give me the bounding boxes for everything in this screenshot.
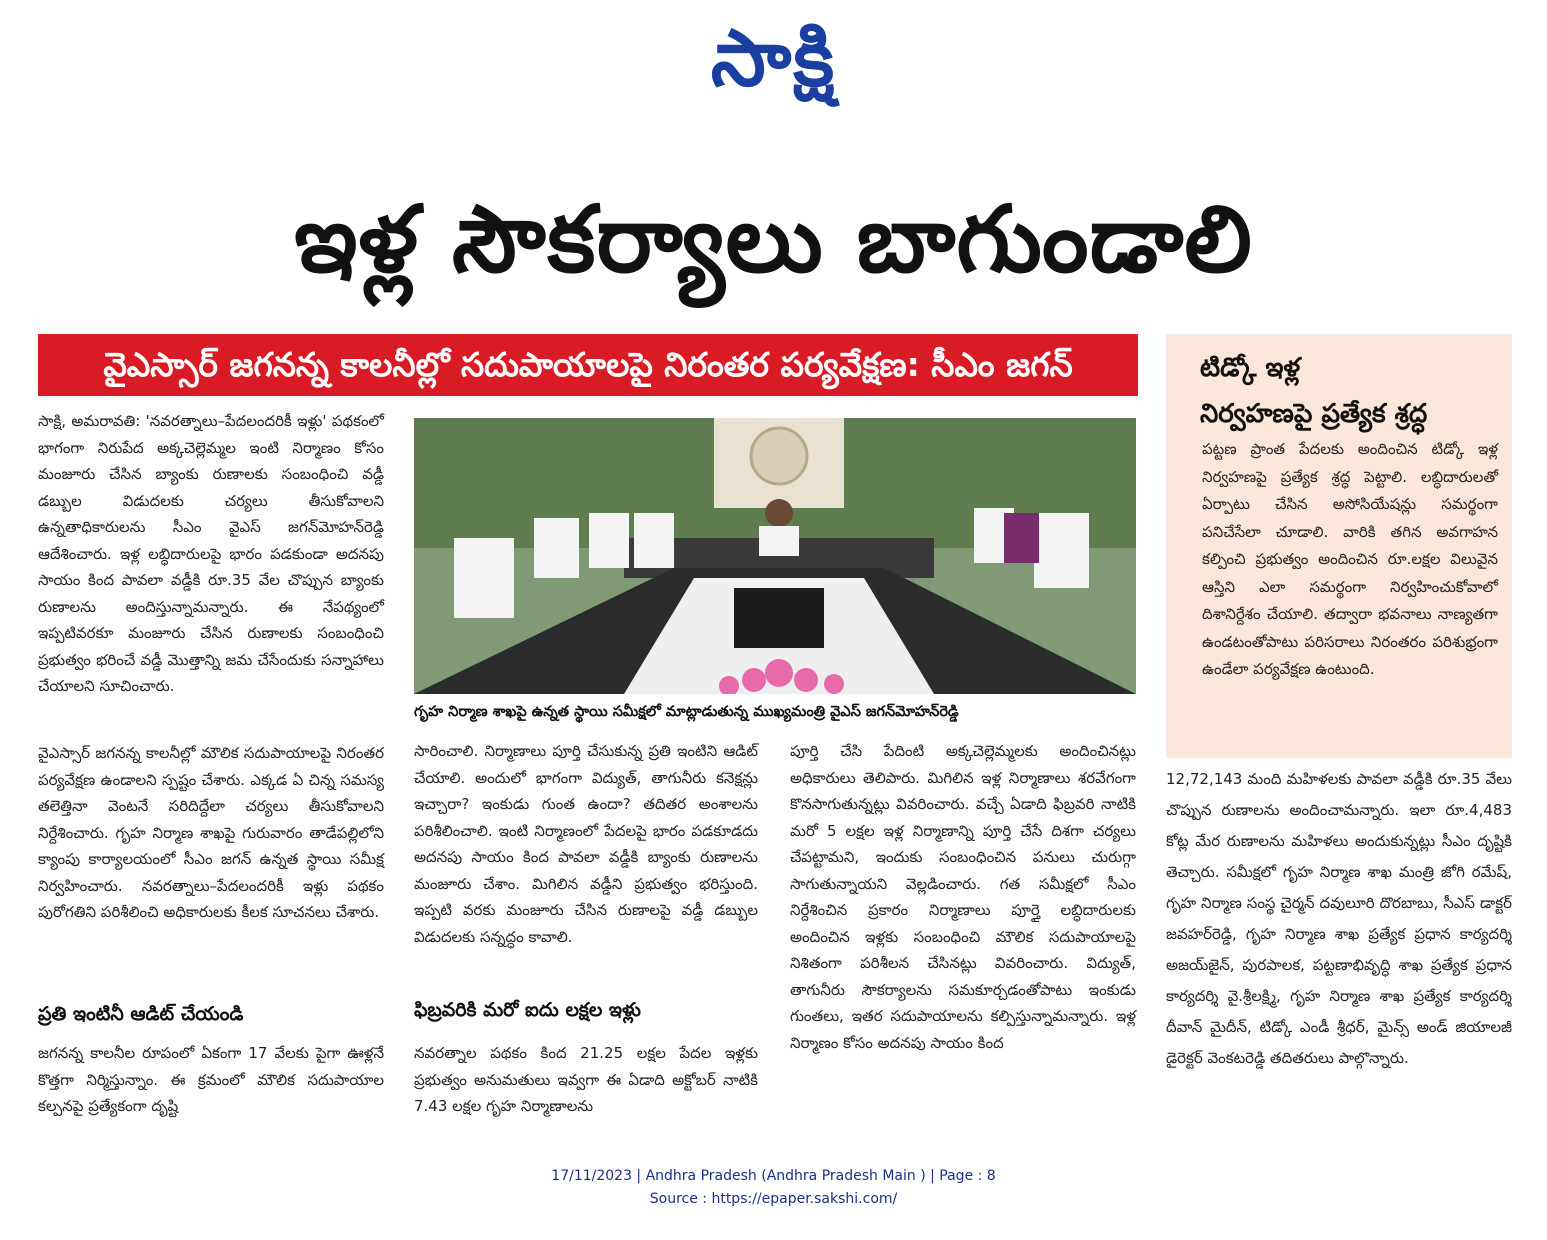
section-heading-february: ఫిబ్రవరికి మరో ఐదు లక్షల ఇళ్లు [414,999,641,1021]
section-heading-audit: ప్రతి ఇంటినీ ఆడిట్ చేయండి [38,1003,244,1025]
article-col4-para1: 12,72,143 మంది మహిళలకు పావలా వడ్డీకి రూ.35 వేలు చొప్పున రుణాలను అందించామన్నారు. ఇలా రూ.4,483 కోట్ల మేర రుణాలను మహిళలు అందుకున్నట్లు సీఎం దృష్టికి తెచ్చారు. సమీక్షలో గృహ నిర్మాణ శాఖ మంత్రి జోగి రమేష్, గృహ నిర్మాణ సంస్థ చైర్మన్ దవులూరి దొరబాబు, సీఎస్ డాక్టర్ జవహర్‌రెడ్డి, గృహ నిర్మాణ శాఖ ప్రత్యేక ప్రధాన కార్యదర్శి అజయ్‌జైన్, పురపాలక, పట్టణాభివృద్ధి శాఖ ప్రత్యేక ప్రధాన కార్యదర్శి వై.శ్రీలక్ష్మి, గృహ నిర్మాణ శాఖ ప్రత్యేక కార్యదర్శి దీవాన్ మైదీన్, టిడ్కో ఎండీ శ్రీధర్, మైన్స్ అండ్ జియాలజీ డైరెక్టర్ వెంకటరెడ్డి తదితరులు పాల్గొన్నారు. [1166,770,1512,1067]
subheadline-text: వైఎస్సార్ జగనన్న కాలనీల్లో సదుపాయాలపై నిరంతర పర్యవేక్షణ: సీఎం జగన్ [103,345,1073,384]
sidebar-title-line2: నిర్వహణపై ప్రత్యేక శ్రద్ధ [1200,399,1428,429]
article-col1-para3: జగనన్న కాలనీల రూపంలో ఏకంగా 17 వేలకు పైగా ఊళ్లనే కొత్తగా నిర్మిస్తున్నాం. ఈ క్రమంలో మౌలిక సదుపాయాల కల్పనపై ప్రత్యేకంగా దృష్టి [38,1044,384,1115]
meeting-photo-illustration [414,418,1136,694]
sakshi-logo: సాక్షి [710,14,837,104]
sidebar-title-line1: టిడ్కో ఇళ్ల [1200,353,1301,383]
article-col1-para1: సాక్షి, అమరావతి: 'నవరత్నాలు–పేదలందరికీ ఇళ్లు' పథకంలో భాగంగా నిరుపేద అక్కచెల్లెమ్మల ఇంటి నిర్మాణం కోసం మంజూరు చేసిన బ్యాంకు రుణాలకు సంబంధించి వడ్డీ డబ్బుల విడుదలకు చర్యలు తీసుకోవాలని ఉన్నతాధికారులను సీఎం వైఎస్ జగన్‌మోహన్‌రెడ్డి ఆదేశించారు. ఇళ్ల లబ్ధిదారులపై భారం పడకుండా అదనపు సాయం కింద పావలా వడ్డీకి రూ.35 వేల చొప్పున బ్యాంకు రుణాలను అందిస్తున్నామన్నారు. ఈ నేపథ్యంలో ఇప్పటివరకూ మంజూరు చేసిన రుణాలకు సంబంధించి ప్రభుత్వం భరించే వడ్డీ మొత్తాన్ని జమ చేసేందుకు సన్నాహాలు చేయాలని సూచించారు. [38,412,384,695]
sidebar-body: పట్టణ ప్రాంత పేదలకు అందించిన టిడ్కో ఇళ్ల నిర్వహణపై ప్రత్యేక శ్రద్ధ పెట్టాలి. లబ్ధిదారులతో ఏర్పాటు చేసిన అసోసియేషన్లు సమర్థంగా పనిచేసేలా చూడాలి. వారికి తగిన అవగాహన కల్పించి ప్రభుత్వం అందించిన రూ.లక్షల విలువైన ఆస్తిని ఎలా సమర్థంగా నిర్వహించుకోవాలో దిశానిర్దేశం చేయాలి. తద్వారా భవనాలు నాణ్యతగా ఉండటంతోపాటు పరిసరాలు నిరంతరం పరిశుభ్రంగా ఉండేలా పర్యవేక్షణ ఉంటుంది. [1202,440,1498,678]
article-col1-para2: వైఎస్సార్ జగనన్న కాలనీల్లో మౌలిక సదుపాయాలపై నిరంతర పర్యవేక్షణ ఉండాలని స్పష్టం చేశారు. ఎక్కడ ఏ చిన్న సమస్య తలెత్తినా వెంటనే సరిదిద్దేలా చర్యలు తీసుకోవాలని నిర్దేశించారు. గృహ నిర్మాణ శాఖపై గురువారం తాడేపల్లిలోని క్యాంపు కార్యాలయంలో సీఎం జగన్ ఉన్నత స్థాయి సమీక్ష నిర్వహించారు. నవరత్నాలు–పేదలందరికీ ఇళ్లు పథకం పురోగతిని పరిశీలించి అధికారులకు కీలక సూచనలు చేశారు. [38,744,384,921]
footer-date-edition: 17/11/2023 | Andhra Pradesh (Andhra Pradesh Main ) | Page : 8 [551,1168,996,1184]
photo-caption: గృహ నిర్మాణ శాఖపై ఉన్నత స్థాయి సమీక్షలో మాట్లాడుతున్న ముఖ్యమంత్రి వైఎస్ జగన్‌మోహన్‌రెడ్డి [414,704,959,720]
subheadline-banner [38,334,1138,396]
footer-source: Source : https://epaper.sakshi.com/ [649,1191,898,1207]
meeting-photo [414,418,1136,694]
main-headline: ఇళ్ల సౌకర్యాలు బాగుండాలి [294,186,1253,293]
article-col3-para1: పూర్తి చేసి పేదింటి అక్కచెల్లెమ్మలకు అందించినట్లు అధికారులు తెలిపారు. మిగిలిన ఇళ్ల నిర్మాణాలు శరవేగంగా కొనసాగుతున్నట్లు వివరించారు. వచ్చే ఏడాది ఫిబ్రవరి నాటికి మరో 5 లక్షల ఇళ్ల నిర్మాణాన్ని పూర్తి చేసే దిశగా చర్యలు చేపట్టామని, ఇందుకు సంబంధించిన పనులు చురుగ్గా సాగుతున్నాయని వెల్లడించారు. గత సమీక్షలో సీఎం నిర్దేశించిన ప్రకారం నిర్మాణాలు పూర్తై లబ్ధిదారులకు అందించిన ఇళ్లకు సంబంధించి మౌలిక సదుపాయాలపై నిశితంగా పరిశీలన చేసినట్లు వివరించారు. విద్యుత్, తాగునీరు సౌకర్యాలను సమకూర్చడంతోపాటు ఇంకుడు గుంతలు, ఇతర సదుపాయాలను కల్పిస్తున్నామన్నారు. ఇళ్ల నిర్మాణం కోసం అదనపు సాయం కింద [790,742,1136,1052]
sidebar-title [1200,345,1500,437]
article-col2-para1: సారించాలి. నిర్మాణాలు పూర్తి చేసుకున్న ప్రతి ఇంటిని ఆడిట్ చేయాలి. అందులో భాగంగా విద్యుత్, తాగునీరు కనెక్షన్లు ఇచ్చారా? ఇంకుడు గుంత ఉందా? తదితర అంశాలను పరిశీలించాలి. ఇంటి నిర్మాణంలో పేదలపై భారం పడకూడదు అదనపు సాయం కింద పావలా వడ్డీకి బ్యాంకు రుణాలను మంజూరు చేశాం. మిగిలిన వడ్డీని ప్రభుత్వం భరిస్తుంది. ఇప్పటి వరకు మంజూరు చేసిన రుణాలపై వడ్డీ డబ్బుల విడుదలకు సన్నద్ధం కావాలి. [414,742,758,946]
article-col2-para2: నవరత్నాల పథకం కింద 21.25 లక్షల పేదల ఇళ్లకు ప్రభుత్వం అనుమతులు ఇవ్వగా ఈ ఏడాది అక్టోబర్ నాటికి 7.43 లక్షల గృహ నిర్మాణాలను [414,1044,758,1115]
